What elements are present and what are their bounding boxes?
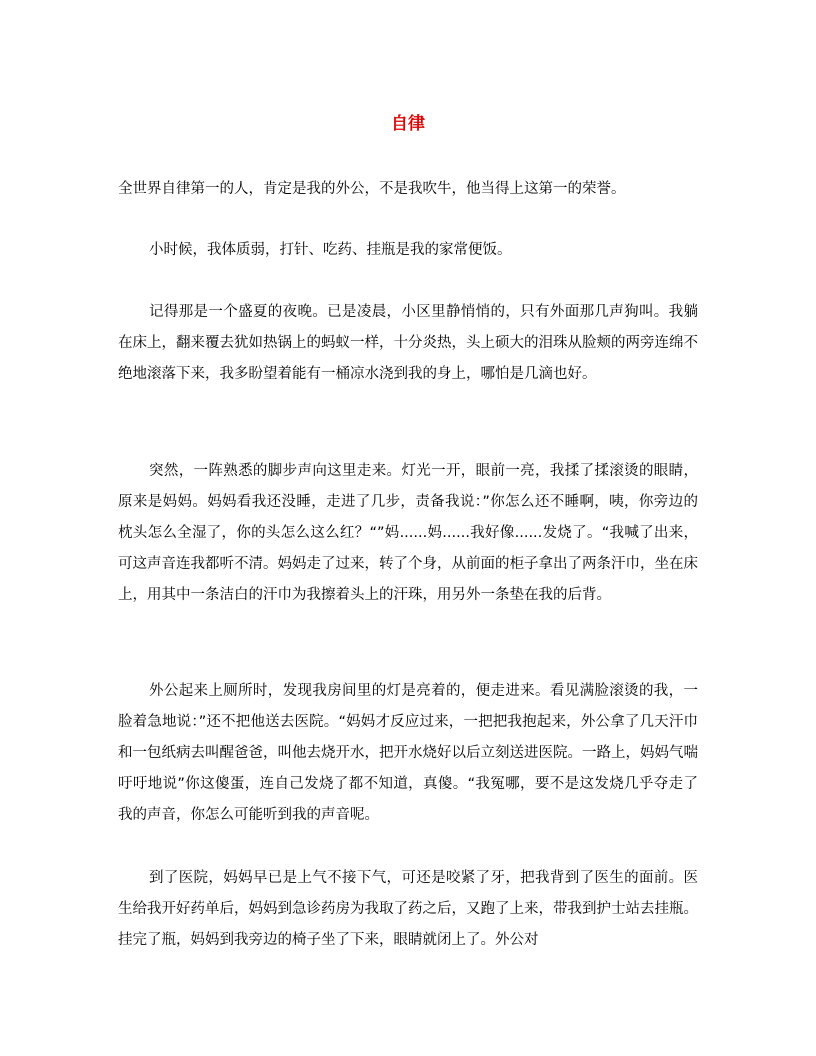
- paragraph-summer-night: 记得那是一个盛夏的夜晚。已是凌晨，小区里静悄悄的，只有外面那几声狗叫。我躺在床上，翻来覆去犹如热锅上的蚂蚁一样，十分炎热，头上硕大的泪珠从脸颊的两旁连绵不绝地滚落下来，我多盼望着能有一桶凉水浇到我的身上，哪怕是几滴也好。: [118, 304, 698, 382]
- paragraph-mother-arrives: 突然，一阵熟悉的脚步声向这里走来。灯光一开，眼前一亮，我揉了揉滚烫的眼睛，原来是妈妈。妈妈看我还没睡，走进了几步，责备我说：”你怎么还不睡啊，咦，你旁边的枕头怎么全湿了，你的头怎么这么红？“”妈......妈......我好像......发烧了。“我喊了出来，可这声音连我都听不清。妈妈走了过来，转了个身，从前面的柜子拿出了两条汗巾，坐在床上，用其中一条洁白的汗巾为我擦着头上的汗珠，用另外一条垫在我的后背。: [118, 463, 698, 603]
- document-title: 自律: [391, 114, 425, 134]
- paragraph-grandfather: 外公起来上厕所时，发现我房间里的灯是亮着的，便走进来。看见满脸滚烫的我，一脸着急地说：”还不把他送去医院。“妈妈才反应过来，一把把我抱起来，外公拿了几天汗巾和一包纸病去叫醒爸爸，叫他去烧开水，把开水烧好以后立刻送进医院。一路上，妈妈气喘吁吁地说”你这傻蛋，连自己发烧了都不知道，真傻。“我冤哪，要不是这发烧几乎夺走了我的声音，你怎么可能听到我的声音呢。: [118, 683, 698, 823]
- paragraph-intro: 全世界自律第一的人，肯定是我的外公，不是我吹牛，他当得上这第一的荣誉。: [118, 181, 626, 197]
- paragraph-hospital: 到了医院，妈妈早已是上气不接下气，可还是咬紧了牙，把我背到了医生的面前。医生给我开好药单后，妈妈到急诊药房为我取了药之后，又跑了上来，带我到护士站去挂瓶。挂完了瓶，妈妈到我旁边的椅子坐了下来，眼睛就闭上了。外公对: [118, 870, 698, 948]
- paragraph-childhood: 小时候，我体质弱，打针、吃药、挂瓶是我的家常便饭。: [149, 242, 512, 258]
